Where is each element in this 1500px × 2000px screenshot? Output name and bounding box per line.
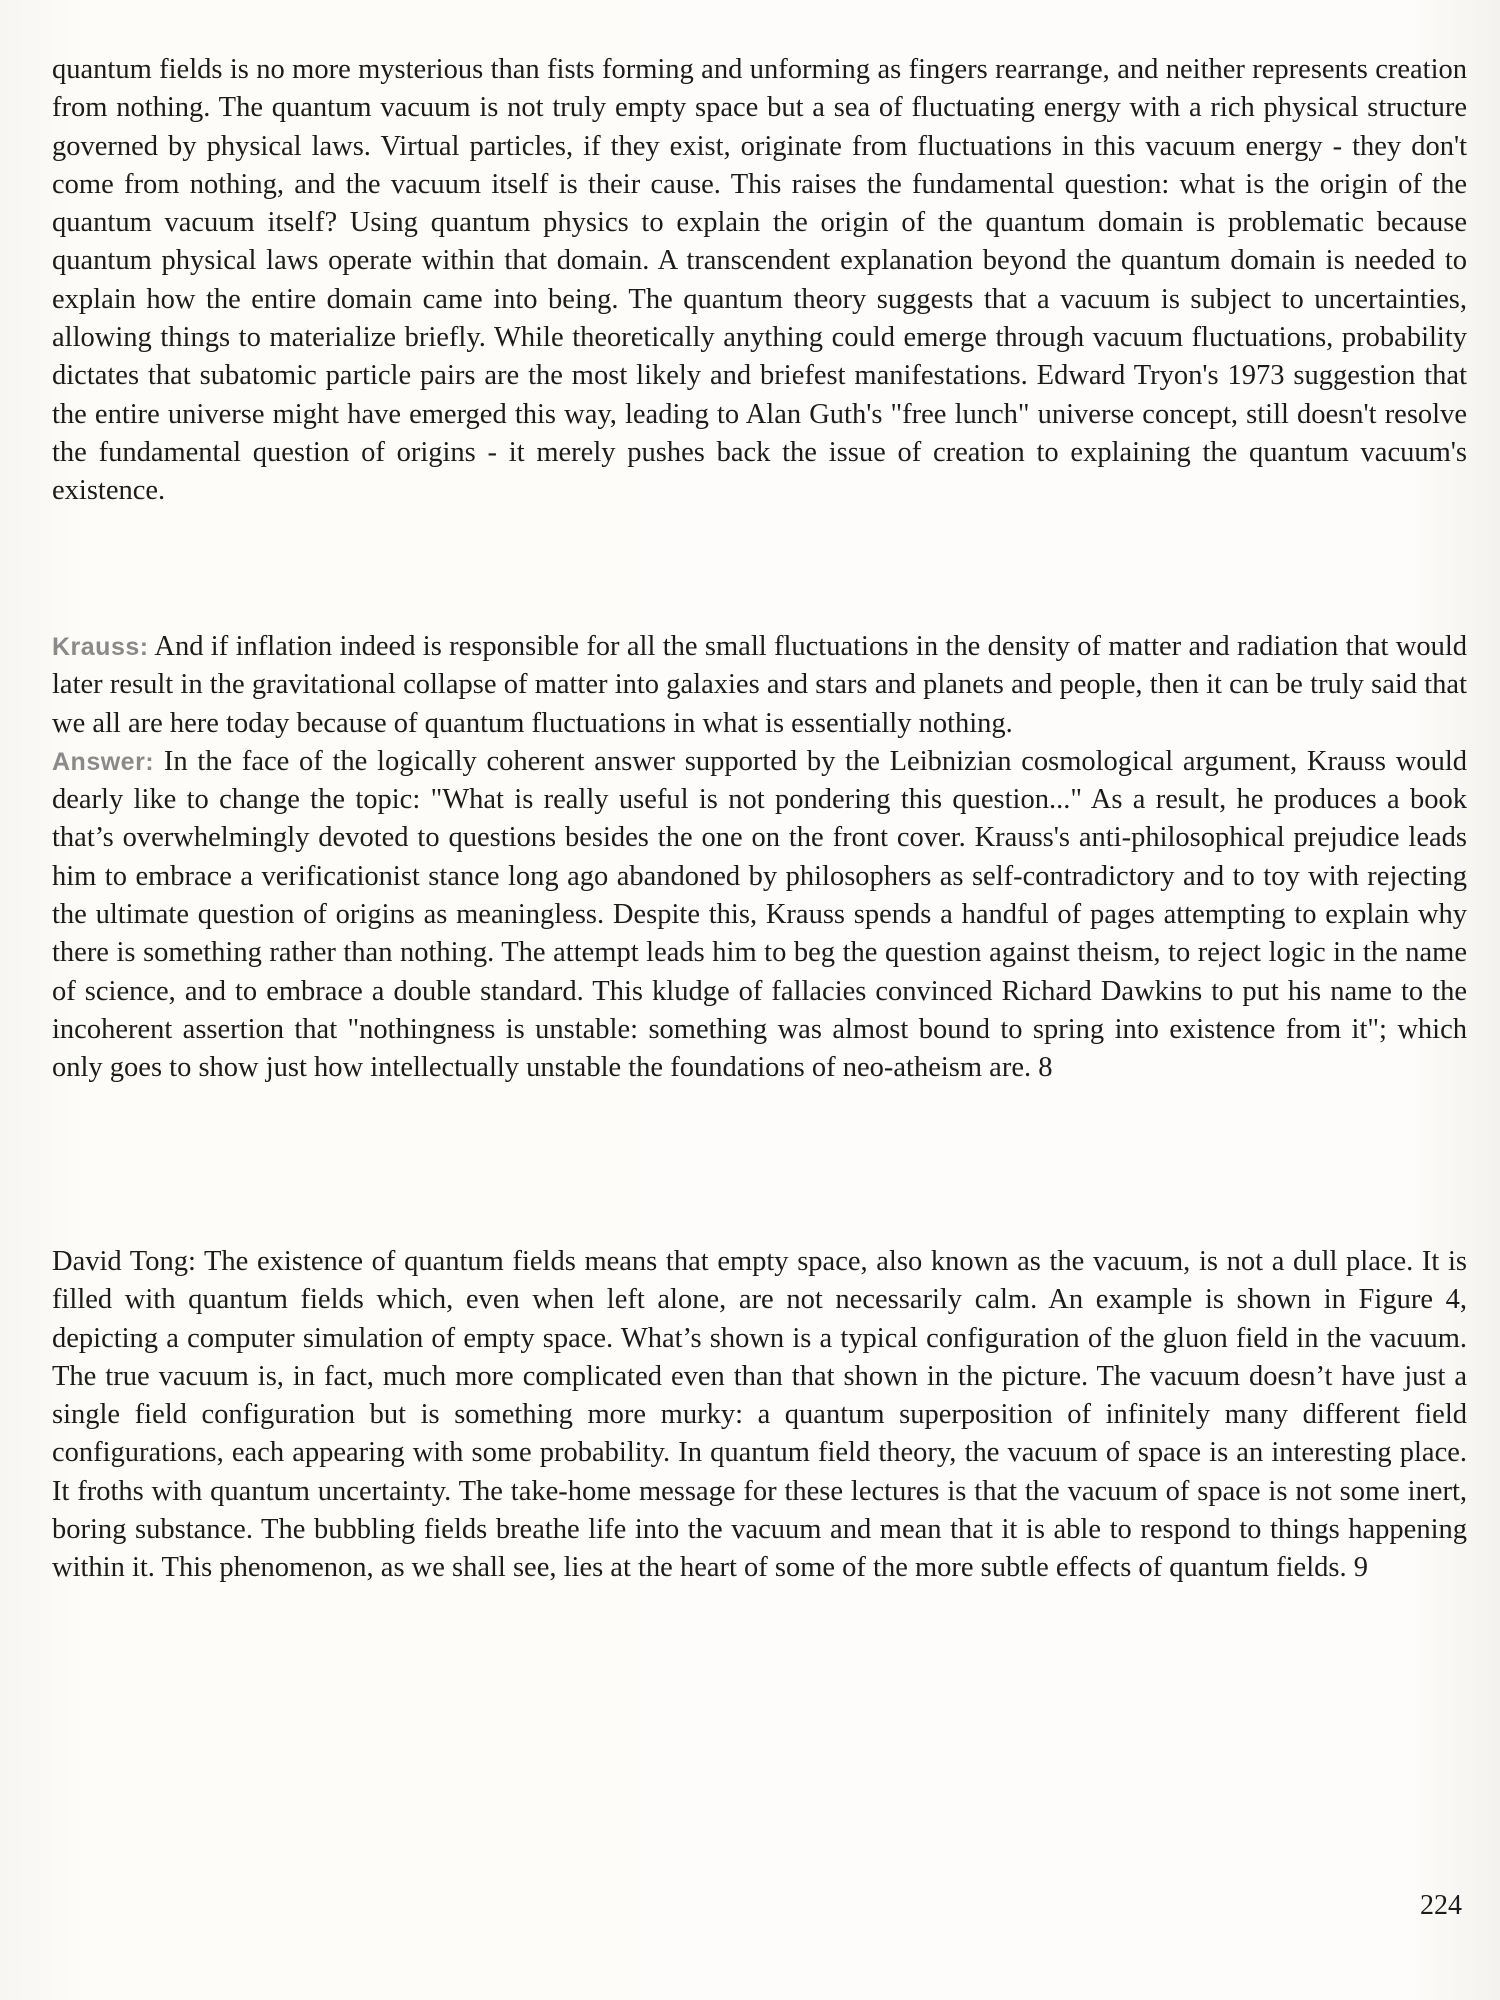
paragraph-david-tong: David Tong: The existence of quantum fields means that empty space, also known as the vacuum, is not a dull place. It is filled with quantum fields which, even when left alone, are not necessarily calm. An example is shown in Figure 4, depicting a computer simulation of empty space. What’s shown is a typical configuration of the gluon field in the vacuum. The true vacuum is, in fact, much more complicated even than that shown in the picture. The vacuum doesn’t have just a single field configuration but is something more murky: a quantum superposition of infinitely many different field configurations, each appearing with some probability. In quantum field theory, the vacuum of space is an interesting place. It froths with quantum uncertainty. The take-home message for these lectures is that the vacuum of space is not some inert, boring substance. The bubbling fields breathe life into the vacuum and mean that it is able to respond to things happening within it. This phenomenon, as we shall see, lies at the heart of some of the more subtle effects of quantum fields. 9 [52, 1246, 1467, 1584]
speaker-label-answer: Answer: [52, 747, 155, 776]
krauss-quote: And if inflation indeed is responsible for all the small fluctuations in the density of matter and radiation that would later result in the gravitational collapse of matter into galaxies and stars and planets and people, then it can be truly said that we all are here today because of quantum fluctuations in what is essentially nothing. [52, 631, 1467, 739]
paragraph-vacuum-origin: quantum fields is no more mysterious than fists forming and unforming as fingers rearrange, and neither represents creation from nothing. The quantum vacuum is not truly empty space but a sea of fluctuating energy with a rich physical structure governed by physical laws. Virtual particles, if they exist, originate from fluctuations in this vacuum energy - they don't come from nothing, and the vacuum itself is their cause. This raises the fundamental question: what is the origin of the quantum vacuum itself? Using quantum physics to explain the origin of the quantum domain is problematic because quantum physical laws operate within that domain. A transcendent explanation beyond the quantum domain is needed to explain how the entire domain came into being. The quantum theory suggests that a vacuum is subject to uncertainties, allowing things to materialize briefly. While theoretically anything could emerge through vacuum fluctuations, probability dictates that subatomic particle pairs are the most likely and briefest manifestations. Edward Tryon's 1973 suggestion that the entire universe might have emerged this way, leading to Alan Guth's "free lunch" universe concept, still doesn't resolve the fundamental question of origins - it merely pushes back the issue of creation to explaining the quantum vacuum's existence. [52, 54, 1467, 507]
answer-text: In the face of the logically coherent answer supported by the Leibnizian cosmological argument, Krauss would dearly like to change the topic: "What is really useful is not pondering this question..." As a result, he produces a book that’s overwhelmingly devoted to questions besides the one on the front cover. Krauss's anti-philosophical prejudice leads him to embrace a verificationist stance long ago abandoned by philosophers as self-contradictory and to toy with rejecting the ultimate question of origins as meaningless. Despite this, Krauss spends a handful of pages attempting to explain why there is something rather than nothing. The attempt leads him to beg the question against theism, to reject logic in the name of science, and to embrace a double standard. This kludge of fallacies convinced Richard Dawkins to put his name to the incoherent assertion that "nothingness is unstable: something was almost bound to spring into existence from it"; which only goes to show just how intellectually unstable the foundations of neo-atheism are. 8 [52, 745, 1467, 1084]
speaker-label-krauss: Krauss: [52, 633, 149, 661]
paragraph-krauss-dialogue [52, 628, 1467, 1088]
page-number: 224 [1420, 1890, 1462, 1921]
